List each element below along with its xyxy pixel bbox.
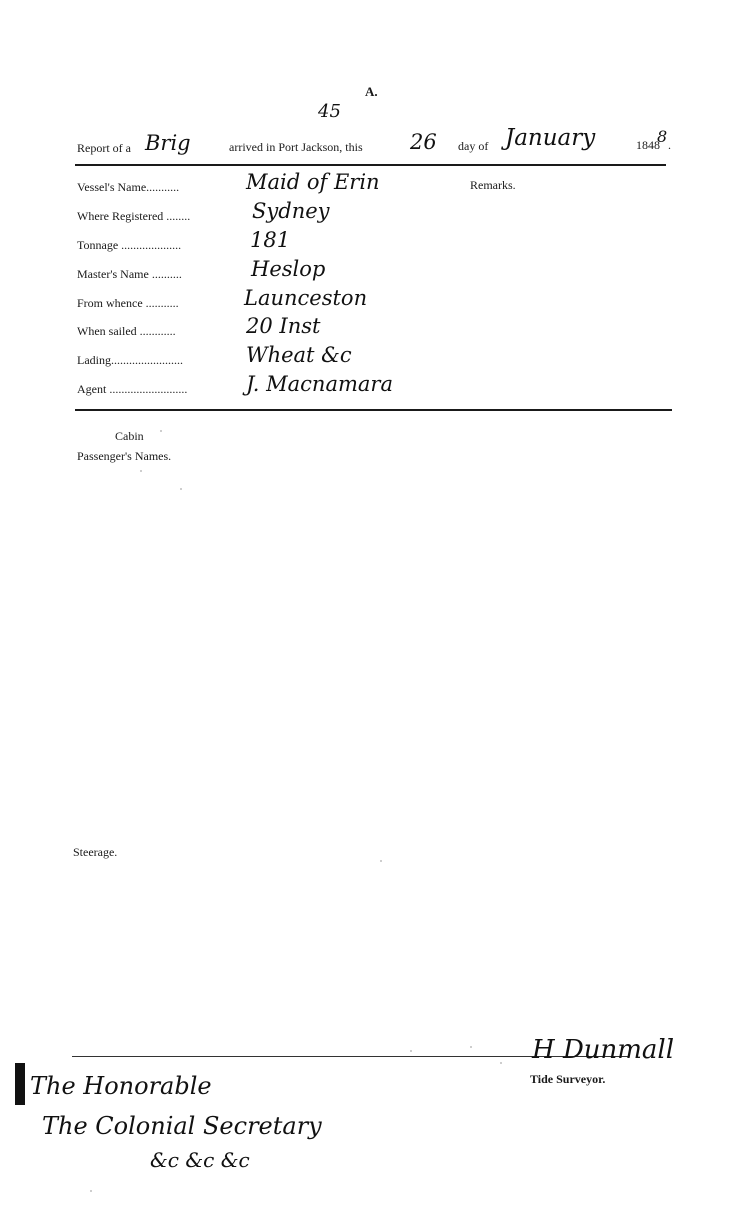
year-label: 1848 <box>636 138 660 152</box>
year-handwritten-digit: 8 <box>657 127 668 146</box>
month-handwritten: January <box>505 125 596 151</box>
surveyor-signature-handwritten: H Dunmall <box>532 1035 675 1065</box>
field-value-handwritten: Wheat &c <box>246 343 352 367</box>
field-label: From whence ........... <box>77 296 179 310</box>
field-label: Tonnage .................... <box>77 238 182 252</box>
address-line-2: The Colonial Secretary <box>42 1112 322 1140</box>
heading-rule <box>75 164 666 166</box>
page-number-handwritten: 45 <box>318 101 341 122</box>
remarks-label: Remarks. <box>470 178 516 192</box>
vessel-type-handwritten: Brig <box>145 131 191 155</box>
field-value-handwritten: 20 Inst <box>246 314 321 338</box>
field-value-handwritten: Sydney <box>252 199 330 223</box>
address-line-3: &c &c &c <box>150 1148 250 1172</box>
scan-speck <box>500 1062 502 1064</box>
report-of-a-label: Report of a <box>77 141 131 155</box>
scan-speck <box>470 1046 472 1048</box>
left-margin-bracket <box>15 1063 25 1105</box>
heading-period: . <box>668 138 671 152</box>
fields-rule <box>75 409 672 411</box>
field-label: Master's Name .......... <box>77 267 182 281</box>
steerage-label: Steerage. <box>73 845 118 859</box>
passengers-names-label: Passenger's Names. <box>77 449 172 463</box>
page-letter: A. <box>365 84 378 99</box>
field-label: Lading........................ <box>77 353 183 367</box>
arrived-label: arrived in Port Jackson, this <box>229 140 363 154</box>
tide-surveyor-label: Tide Surveyor. <box>530 1072 606 1086</box>
field-label: Where Registered ........ <box>77 209 191 223</box>
scan-speck <box>410 1050 412 1052</box>
scan-speck <box>380 860 382 862</box>
scan-speck <box>140 470 142 472</box>
field-value-handwritten: 181 <box>250 228 291 252</box>
cabin-label: Cabin <box>115 429 144 443</box>
field-label: When sailed ............ <box>77 324 176 338</box>
scan-speck <box>180 488 182 490</box>
field-value-handwritten: Maid of Erin <box>246 170 380 194</box>
day-handwritten: 26 <box>410 130 437 154</box>
field-label: Agent .......................... <box>77 382 188 396</box>
address-line-1: The Honorable <box>30 1072 212 1100</box>
field-value-handwritten: Launceston <box>244 286 368 310</box>
field-label: Vessel's Name........... <box>77 180 180 194</box>
scan-speck <box>90 1190 92 1192</box>
scan-speck <box>160 430 162 432</box>
field-value-handwritten: J. Macnamara <box>246 372 393 396</box>
day-of-label: day of <box>458 139 489 153</box>
field-value-handwritten: Heslop <box>251 257 326 281</box>
